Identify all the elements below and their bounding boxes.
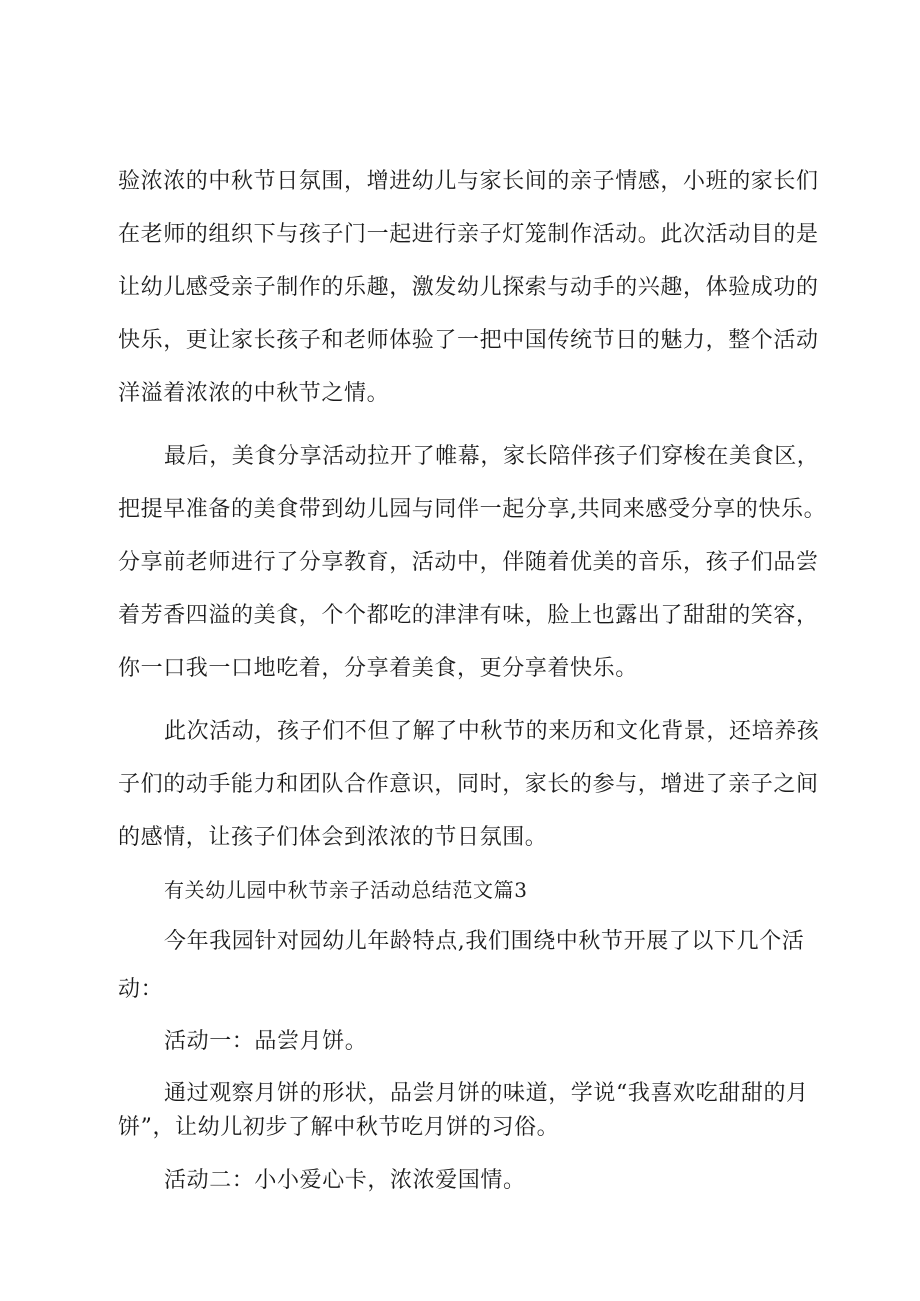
activity-one-heading	[118, 1027, 833, 1057]
text-line: 活动二：小小爱心卡，浓浓爱国情。	[164, 1168, 526, 1193]
paragraph-summary	[118, 717, 833, 853]
text-line: 活动一：品尝月饼。	[164, 1029, 368, 1054]
text-line: 动：	[118, 977, 164, 1002]
activity-two-heading	[118, 1166, 833, 1196]
paragraph-food-sharing	[118, 442, 833, 684]
text-line: 最后，美食分享活动拉开了帷幕，家长陪伴孩子们穿梭在美食区，	[164, 444, 820, 469]
text-line: 快乐，更让家长孩子和老师体验了一把中国传统节日的魅力，整个活动	[118, 328, 819, 353]
text-line: 的感情，让孩子们体会到浓浓的节日氛围。	[118, 825, 548, 850]
text-line: 通过观察月饼的形状，品尝月饼的味道，学说“我喜欢吃甜甜的月	[164, 1081, 809, 1106]
text-line: 饼”，让幼儿初步了解中秋节吃月饼的习俗。	[118, 1115, 560, 1140]
text-line: 洋溢着浓浓的中秋节之情。	[118, 381, 390, 406]
section-heading	[118, 875, 833, 905]
text-line: 把提早准备的美食带到幼儿园与同伴一起分享,共同来感受分享的快乐。	[118, 497, 827, 522]
text-line: 让幼儿感受亲子制作的乐趣，激发幼儿探索与动手的兴趣，体验成功的	[118, 275, 819, 300]
paragraph-lantern-activity	[118, 167, 833, 409]
paragraph-intro	[118, 927, 833, 1005]
text-line: 着芳香四溢的美食，个个都吃的津津有味，脸上也露出了甜甜的笑容，	[118, 603, 819, 628]
text-line: 分享前老师进行了分享教育，活动中，伴随着优美的音乐，孩子们品尝	[118, 550, 819, 575]
text-line: 此次活动，孩子们不但了解了中秋节的来历和文化背景，还培养孩	[164, 719, 820, 744]
text-line: 你一口我一口地吃着，分享着美食，更分享着快乐。	[118, 656, 638, 681]
text-line: 验浓浓的中秋节日氛围，增进幼儿与家长间的亲子情感，小班的家长们	[118, 169, 819, 194]
text-line: 今年我园针对园幼儿年龄特点,我们围绕中秋节开展了以下几个活	[164, 929, 805, 954]
document-body	[118, 167, 833, 1196]
text-line: 子们的动手能力和团队合作意识，同时，家长的参与，增进了亲子之间	[118, 772, 819, 797]
section-title: 有关幼儿园中秋节亲子活动总结范文篇3	[164, 878, 528, 902]
text-line: 在老师的组织下与孩子门一起进行亲子灯笼制作活动。此次活动目的是	[118, 222, 819, 247]
paragraph-mooncake	[118, 1079, 833, 1143]
